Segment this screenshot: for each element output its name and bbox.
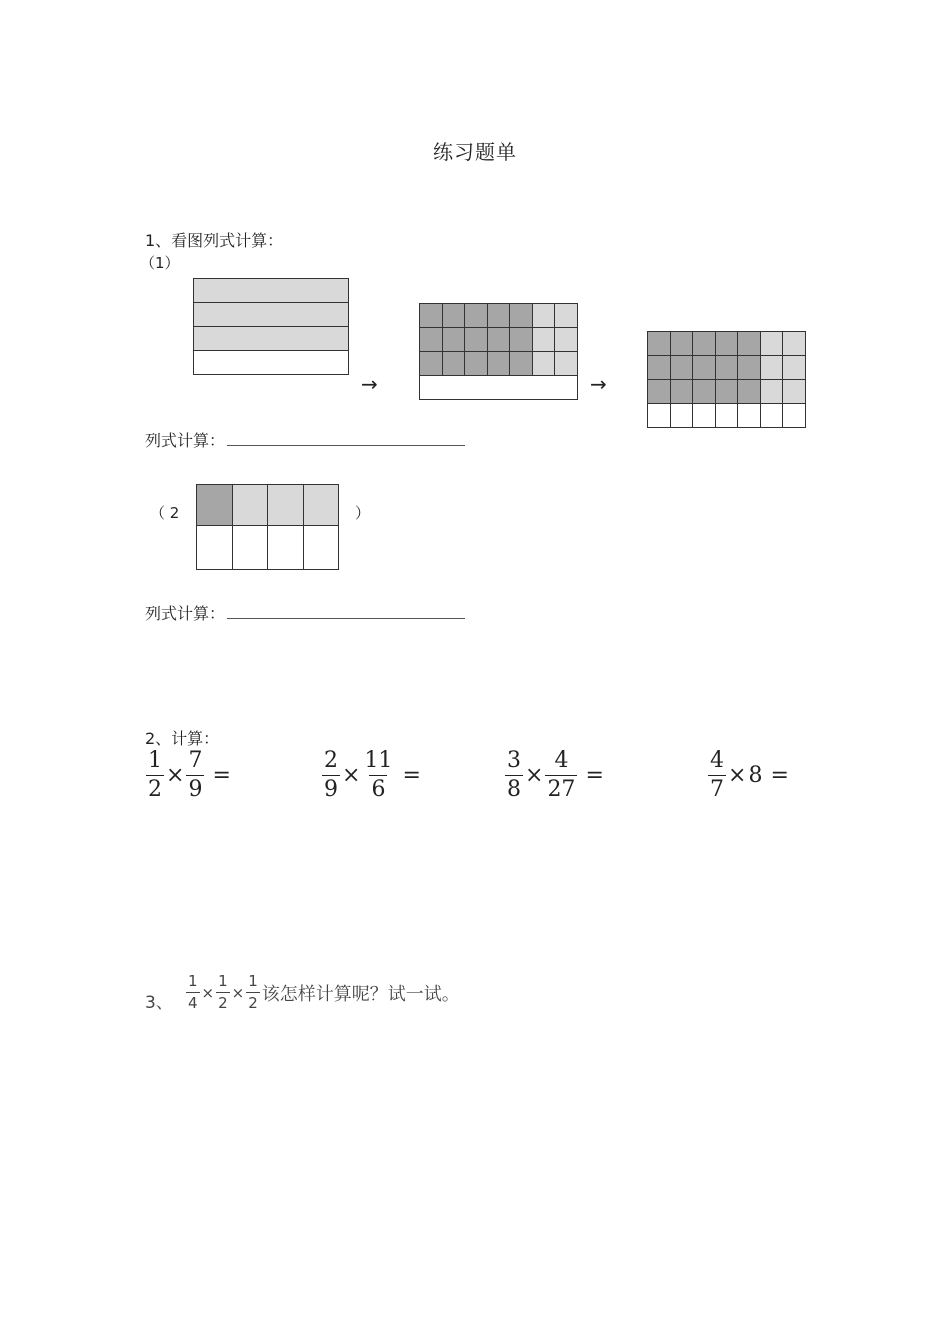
expression-3 [505,750,606,801]
shaded-cell [510,304,533,328]
empty-cell [303,526,339,570]
arrow-1: → [361,372,378,396]
equals-sign: = [212,763,231,788]
shaded-cell [197,485,233,526]
fraction [505,750,523,801]
shaded-cell [648,380,671,404]
numerator: 11 [364,748,393,773]
numerator: 4 [710,748,724,773]
grid-row [194,279,349,303]
grid-row [420,352,578,376]
shaded-cell [442,352,465,376]
shaded-row [194,303,349,327]
figure-3-grid [647,331,806,428]
empty-row [420,376,578,400]
empty-cell [197,526,233,570]
numerator: 4 [554,748,569,773]
denominator: 27 [547,777,576,802]
denominator: 6 [371,777,386,802]
shaded-cell [232,485,268,526]
shaded-cell [532,328,555,352]
numerator: 1 [248,972,258,990]
empty-cell [783,404,806,428]
grid-row [648,356,806,380]
shaded-cell [555,328,578,352]
calc-label: 列式计算： [145,431,226,450]
shaded-cell [487,352,510,376]
shaded-cell [510,328,533,352]
shaded-cell [670,380,693,404]
answer-blank-1[interactable] [227,431,465,446]
figure-1-rectangle [193,278,349,375]
shaded-cell [303,485,339,526]
times-sign: × [166,763,185,788]
shaded-cell [487,304,510,328]
fraction [186,750,204,801]
fraction [322,750,340,801]
times-sign: × [201,983,215,1002]
shaded-cell [420,352,443,376]
shaded-cell [783,380,806,404]
times-sign: × [728,763,747,788]
sub-question-1-label: （1） [140,254,180,272]
shaded-cell [648,356,671,380]
fraction [708,750,726,801]
numerator: 1 [188,972,198,990]
calc-line-1 [145,428,465,451]
denominator: 2 [218,994,228,1012]
shaded-cell [442,328,465,352]
expression-q3 [186,974,460,1011]
empty-row [194,351,349,375]
grid-row [648,404,806,428]
shaded-cell [738,356,761,380]
empty-cell [760,404,783,428]
grid-row [194,303,349,327]
whole-number: 8 [748,763,763,788]
shaded-cell [465,304,488,328]
calc-line-2 [145,601,465,624]
shaded-row [194,327,349,351]
shaded-cell [510,352,533,376]
denominator: 4 [188,994,198,1012]
calc-label: 列式计算： [145,604,226,623]
shaded-cell [715,356,738,380]
shaded-cell [693,380,716,404]
numerator: 2 [324,748,338,773]
shaded-row [194,279,349,303]
question-3-text: 该怎样计算呢？试一试。 [261,983,460,1005]
equals-sign: = [585,763,604,788]
fraction [545,750,577,801]
numerator: 1 [148,748,162,773]
figure-4-grid [196,484,339,570]
fraction [362,750,394,801]
question-1-label: 1、看图列式计算： [145,231,284,250]
times-sign: × [231,983,245,1002]
shaded-cell [555,304,578,328]
grid-row [420,304,578,328]
empty-cell [715,404,738,428]
shaded-cell [738,380,761,404]
fraction [216,974,230,1011]
denominator: 9 [188,777,203,802]
grid-row [648,380,806,404]
shaded-cell [783,356,806,380]
grid-row [420,328,578,352]
figure-2-grid [419,303,578,400]
shaded-cell [555,352,578,376]
denominator: 9 [324,777,338,802]
shaded-cell [532,304,555,328]
shaded-cell [783,332,806,356]
shaded-cell [465,328,488,352]
empty-cell [268,526,304,570]
numerator: 3 [507,748,521,773]
expression-2 [322,750,423,801]
grid-row [648,332,806,356]
numerator: 1 [218,972,228,990]
grid-row [420,376,578,400]
page-title: 练习题单 [433,140,517,164]
denominator: 2 [248,994,258,1012]
denominator: 2 [148,777,162,802]
shaded-cell [693,332,716,356]
shaded-cell [442,304,465,328]
empty-cell [693,404,716,428]
grid-row [197,485,339,526]
shaded-cell [715,332,738,356]
fraction [186,974,200,1011]
expression-1 [146,750,233,801]
numerator: 7 [188,748,203,773]
grid-row [194,351,349,375]
grid-row [194,327,349,351]
shaded-cell [532,352,555,376]
sub-question-2-close: ） [355,504,371,522]
denominator: 7 [710,777,724,802]
shaded-cell [670,332,693,356]
equals-sign: = [402,763,421,788]
shaded-cell [465,352,488,376]
empty-cell [232,526,268,570]
shaded-cell [487,328,510,352]
equals-sign: = [770,763,789,788]
grid-row [197,526,339,570]
question-2-label: 2、计算： [145,729,220,748]
sub-question-2-open: （ 2 [150,504,180,522]
shaded-cell [648,332,671,356]
shaded-cell [693,356,716,380]
expression-4 [708,750,791,801]
shaded-cell [760,332,783,356]
denominator: 8 [507,777,521,802]
answer-blank-2[interactable] [227,604,465,619]
fraction [146,750,164,801]
arrow-2: → [590,372,607,396]
fraction [246,974,260,1011]
question-3-label: 3、 [145,993,173,1013]
empty-cell [648,404,671,428]
shaded-cell [268,485,304,526]
times-sign: × [342,763,361,788]
times-sign: × [525,763,544,788]
shaded-cell [715,380,738,404]
shaded-cell [760,356,783,380]
empty-cell [738,404,761,428]
shaded-cell [738,332,761,356]
shaded-cell [670,356,693,380]
empty-cell [670,404,693,428]
shaded-cell [420,304,443,328]
shaded-cell [420,328,443,352]
shaded-cell [760,380,783,404]
